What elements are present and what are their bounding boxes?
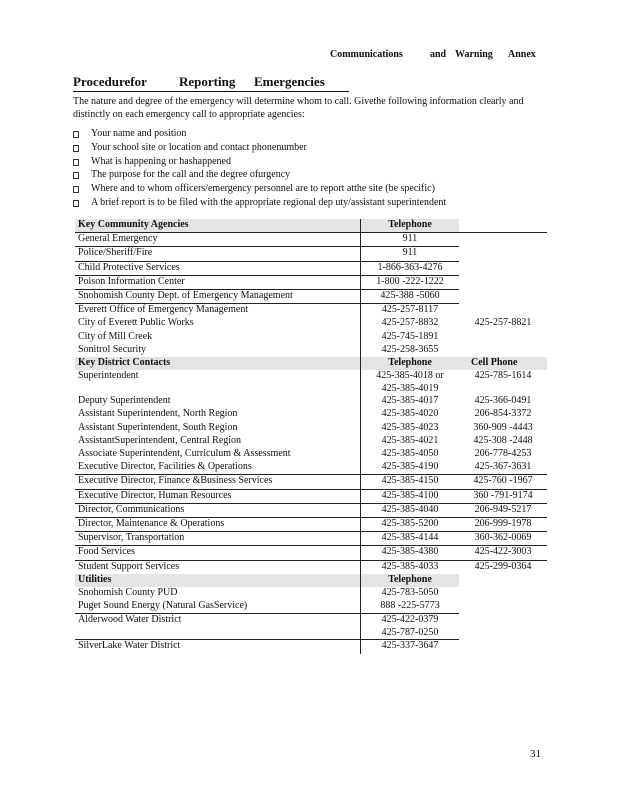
table-header-row — [75, 219, 547, 233]
telephone: 425-257-8117 — [381, 304, 439, 316]
agency-name: City of Everett Public Works — [75, 317, 361, 330]
utility-name: Snohomish County PUD — [75, 587, 361, 600]
column-header: Cell Phone — [459, 357, 547, 370]
telephone: 425-385-4050 — [381, 448, 439, 459]
cell-phone — [459, 275, 547, 289]
telephone: 425-385-4100 — [361, 489, 460, 503]
list-item: A brief report is to be filed with the appropriate regional dep uty/assistant superintendent — [73, 196, 543, 210]
table-row — [75, 422, 547, 435]
contact-title: Deputy Superintendent — [75, 395, 361, 408]
column-header: Key Community Agencies — [75, 219, 361, 233]
table-row — [75, 503, 547, 517]
contact-title: Superintendent — [75, 370, 361, 395]
column-header: Telephone — [361, 357, 460, 370]
header-word: and — [430, 49, 447, 60]
contact-title: Executive Director, Finance &Business Services — [75, 475, 361, 489]
cell-phone: 206-778-4253 — [474, 448, 532, 459]
checkbox-bullet-icon — [73, 131, 79, 138]
cell-phone: 360-909 -4443 — [473, 421, 533, 433]
cell-phone — [459, 614, 547, 640]
page-header — [0, 49, 618, 63]
cell-phone: 360 -791-9174 — [459, 489, 547, 503]
column-header — [459, 574, 547, 587]
cell-phone — [459, 587, 547, 600]
agency-name: General Emergency — [75, 233, 361, 247]
telephone: 425-257-8832 — [381, 317, 439, 329]
list-item: Where and to whom officers/emergency personnel are to report atthe site (be specific) — [73, 182, 543, 196]
agency-name: Everett Office of Emergency Management — [75, 304, 361, 318]
cell-phone: 425-299-0364 — [474, 560, 532, 572]
cell-phone: 425-366-0491 — [474, 395, 532, 407]
telephone: 425-385-4017 — [381, 395, 439, 407]
cell-phone — [459, 640, 547, 654]
contact-title: Executive Director, Human Resources — [75, 489, 361, 503]
column-header: Telephone — [361, 574, 460, 587]
utility-name: Puget Sound Energy (Natural GasService) — [75, 600, 361, 614]
telephone: 1-800 -222-1222 — [361, 275, 460, 289]
table-row — [75, 233, 547, 247]
title-word: Emergencies — [254, 74, 325, 89]
table-row — [75, 435, 547, 448]
agency-name: Child Protective Services — [75, 261, 361, 275]
cell-phone — [459, 344, 547, 357]
cell-phone: 425-785-1614 — [474, 370, 532, 382]
contact-title: AssistantSuperintendent, Central Region — [75, 435, 361, 448]
table-row — [75, 475, 547, 489]
telephone — [361, 614, 460, 640]
header-word: Annex — [508, 49, 536, 60]
table-row — [75, 517, 547, 531]
telephone: 425-783-5050 — [381, 586, 439, 598]
cell-phone — [459, 247, 547, 261]
header-word: Warning — [455, 49, 493, 60]
table-row — [75, 546, 547, 560]
table-row — [75, 489, 547, 503]
table-row — [75, 532, 547, 546]
page-title — [73, 74, 349, 92]
column-header: Telephone — [361, 219, 460, 233]
agency-name: Poison Information Center — [75, 275, 361, 289]
telephone: 911 — [361, 233, 460, 247]
telephone: 425-258-3655 — [381, 343, 439, 355]
title-word: Reporting — [179, 74, 236, 89]
telephone: 888 -225-5773 — [361, 600, 460, 614]
checkbox-bullet-icon — [73, 145, 79, 152]
cell-phone: 206-854-3372 — [474, 408, 532, 420]
cell-phone: 360-362-0069 — [459, 532, 547, 546]
cell-phone — [459, 289, 547, 303]
telephone: 911 — [361, 247, 460, 261]
telephone-line: 425-385-4019 — [381, 382, 439, 394]
table-row — [75, 600, 547, 614]
agency-name: Sonitrol Security — [75, 344, 361, 357]
telephone-line: 425-422-0379 — [381, 614, 439, 626]
column-header — [459, 219, 547, 233]
agency-name: Snohomish County Dept. of Emergency Management — [75, 289, 361, 303]
table-header-row — [75, 357, 547, 370]
cell-phone: 206-999-1978 — [459, 517, 547, 531]
telephone-line: 425-385-4018 or — [376, 370, 444, 382]
column-header: Utilities — [75, 574, 361, 587]
table-row — [75, 614, 547, 640]
utility-name: Alderwood Water District — [75, 614, 361, 640]
list-item: Your name and position — [73, 127, 543, 141]
bullet-list — [73, 127, 543, 210]
table-row — [75, 640, 547, 654]
cell-phone: 425-308 -2448 — [473, 434, 533, 446]
table-row — [75, 275, 547, 289]
cell-phone — [459, 233, 547, 247]
table-row — [75, 304, 547, 318]
table-row — [75, 395, 547, 408]
list-item: The purpose for the call and the degree ofurgency — [73, 168, 543, 182]
contacts-table — [75, 219, 547, 654]
telephone: 425-385-4150 — [361, 475, 460, 489]
table-row — [75, 317, 547, 330]
telephone: 1-866-363-4276 — [361, 261, 460, 275]
table-row — [75, 408, 547, 421]
page-number: 31 — [530, 748, 541, 760]
column-header: Key District Contacts — [75, 357, 361, 370]
table-row — [75, 560, 547, 574]
cell-phone — [459, 331, 547, 344]
contact-title: Supervisor, Transportation — [75, 532, 361, 546]
telephone: 425-385-4023 — [381, 421, 439, 433]
telephone: 425-385-4020 — [381, 408, 439, 420]
telephone: 425-385-4144 — [361, 532, 460, 546]
telephone: 425-385-5200 — [361, 517, 460, 531]
cell-phone: 425-760 -1967 — [459, 475, 547, 489]
table-row — [75, 261, 547, 275]
header-word: Communications — [330, 49, 403, 60]
telephone: 425-745-1891 — [381, 330, 439, 342]
cell-phone — [459, 600, 547, 614]
telephone: 425-337-3647 — [381, 640, 439, 652]
telephone: 425-385-4021 — [381, 434, 439, 446]
table-row — [75, 587, 547, 600]
contact-title: Executive Director, Facilities & Operations — [75, 461, 361, 475]
contact-title: Food Services — [75, 546, 361, 560]
checkbox-bullet-icon — [73, 172, 79, 179]
table-row — [75, 461, 547, 475]
contact-title: Assistant Superintendent, South Region — [75, 422, 361, 435]
cell-phone — [459, 304, 547, 318]
list-item: What is happening or hashappened — [73, 155, 543, 169]
utility-name: SilverLake Water District — [75, 640, 361, 654]
telephone: 425-385-4040 — [361, 503, 460, 517]
checkbox-bullet-icon — [73, 159, 79, 166]
telephone: 425-385-4190 — [361, 461, 460, 475]
table-header-row — [75, 574, 547, 587]
cell-phone: 425-367-3631 — [459, 461, 547, 475]
title-word: Procedurefor — [73, 74, 147, 89]
telephone: 425-385-4380 — [361, 546, 460, 560]
cell-phone — [459, 261, 547, 275]
agency-name: Police/Sheriff/Fire — [75, 247, 361, 261]
cell-phone: 206-949-5217 — [459, 503, 547, 517]
cell-phone: 425-257-8821 — [474, 317, 532, 329]
contact-title: Student Support Services — [75, 560, 361, 574]
table-row — [75, 289, 547, 303]
contact-title: Director, Communications — [75, 503, 361, 517]
table-row — [75, 331, 547, 344]
telephone-line: 425-787-0250 — [381, 626, 439, 638]
table-row — [75, 448, 547, 461]
telephone: 425-385-4033 — [381, 560, 439, 572]
list-item: Your school site or location and contact phonenumber — [73, 141, 543, 155]
contact-title: Associate Superintendent, Curriculum & Assessment — [75, 448, 361, 461]
table-row — [75, 344, 547, 357]
telephone: 425-388 -5060 — [361, 289, 460, 303]
agency-name: City of Mill Creek — [75, 331, 361, 344]
telephone — [361, 370, 460, 395]
contact-title: Director, Maintenance & Operations — [75, 517, 361, 531]
table-row — [75, 370, 547, 395]
checkbox-bullet-icon — [73, 200, 79, 207]
cell-phone: 425-422-3003 — [459, 546, 547, 560]
checkbox-bullet-icon — [73, 186, 79, 193]
intro-paragraph: The nature and degree of the emergency will determine whom to call. Givethe following information clearly and distinctly on each emergency call to appropriate agencies: — [73, 96, 524, 120]
table-row — [75, 247, 547, 261]
contact-title: Assistant Superintendent, North Region — [75, 408, 361, 421]
